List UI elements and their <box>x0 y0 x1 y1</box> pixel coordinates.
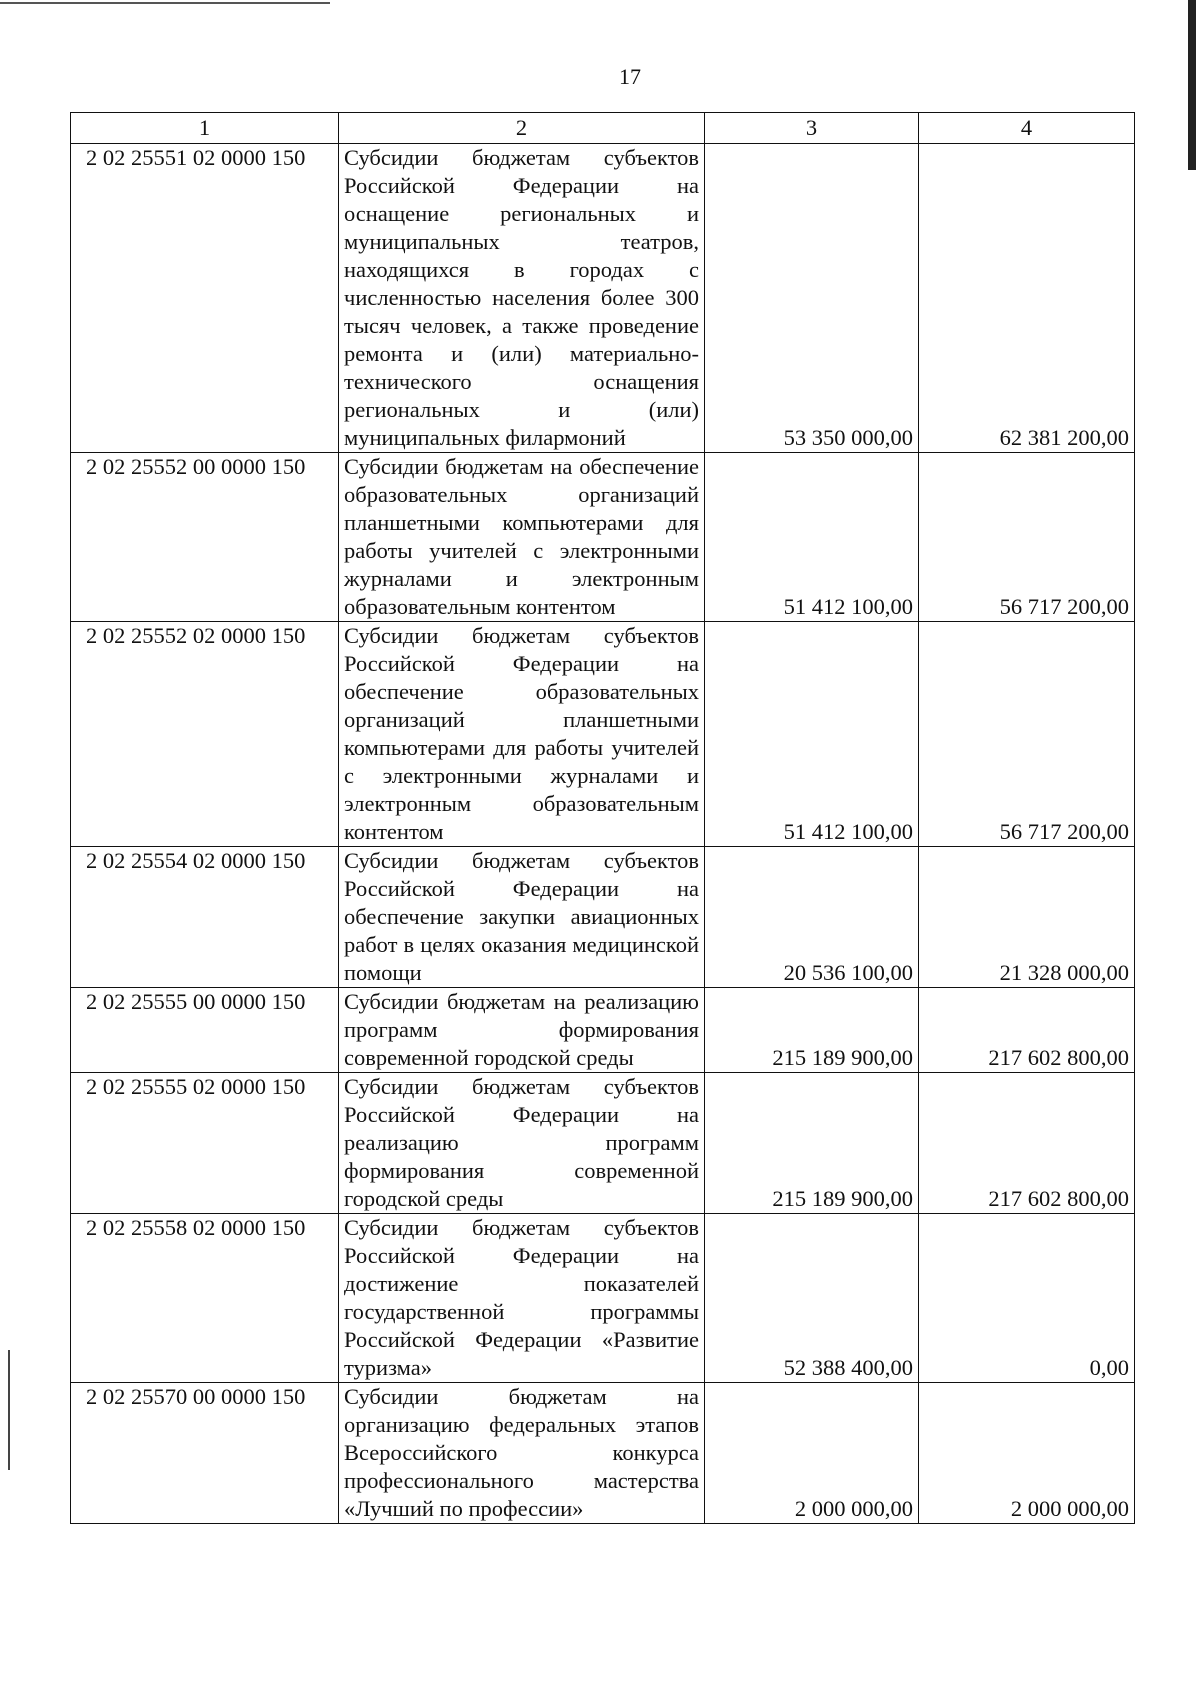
column-header: 4 <box>919 113 1135 144</box>
table-row <box>71 453 1135 622</box>
table-row <box>71 622 1135 847</box>
amount-column-4: 217 602 800,00 <box>919 988 1135 1073</box>
amount-column-3: 215 189 900,00 <box>705 1073 919 1214</box>
budget-description: Субсидии бюджетам на обеспечение образовательных организаций планшетными компьютерами для работы учителей с электронными журналами и электронным образовательным контентом <box>339 453 705 622</box>
amount-column-4: 62 381 200,00 <box>919 144 1135 453</box>
budget-code: 2 02 25554 02 0000 150 <box>71 847 339 988</box>
budget-code: 2 02 25551 02 0000 150 <box>71 144 339 453</box>
amount-column-4: 0,00 <box>919 1214 1135 1383</box>
budget-description: Субсидии бюджетам субъектов Российской Федерации на обеспечение закупки авиационных работ в целях оказания медицинской помощи <box>339 847 705 988</box>
amount-column-3: 51 412 100,00 <box>705 622 919 847</box>
amount-column-4: 2 000 000,00 <box>919 1383 1135 1524</box>
budget-description: Субсидии бюджетам субъектов Российской Федерации на оснащение региональных и муниципальных театров, находящихся в городах с численностью населения более 300 тысяч человек, а также проведение ремонта и (или) материально-технического оснащения региональных и (или) муниципальных филармоний <box>339 144 705 453</box>
amount-column-3: 53 350 000,00 <box>705 144 919 453</box>
budget-description: Субсидии бюджетам на реализацию программ формирования современной городской среды <box>339 988 705 1073</box>
table-row <box>71 988 1135 1073</box>
amount-column-4: 56 717 200,00 <box>919 453 1135 622</box>
table-row <box>71 1214 1135 1383</box>
table-row <box>71 847 1135 988</box>
column-header: 1 <box>71 113 339 144</box>
budget-description: Субсидии бюджетам на организацию федеральных этапов Всероссийского конкурса профессионального мастерства «Лучший по профессии» <box>339 1383 705 1524</box>
table-row <box>71 1383 1135 1524</box>
page-number: 17 <box>619 64 641 89</box>
column-header: 2 <box>339 113 705 144</box>
budget-table <box>70 112 1135 1524</box>
budget-code: 2 02 25555 00 0000 150 <box>71 988 339 1073</box>
budget-code: 2 02 25552 00 0000 150 <box>71 453 339 622</box>
budget-code: 2 02 25558 02 0000 150 <box>71 1214 339 1383</box>
scan-edge-mark <box>8 1350 10 1470</box>
amount-column-4: 21 328 000,00 <box>919 847 1135 988</box>
budget-code: 2 02 25555 02 0000 150 <box>71 1073 339 1214</box>
budget-description: Субсидии бюджетам субъектов Российской Федерации на реализацию программ формирования современной городской среды <box>339 1073 705 1214</box>
amount-column-4: 56 717 200,00 <box>919 622 1135 847</box>
table-header-row <box>71 113 1135 144</box>
amount-column-3: 20 536 100,00 <box>705 847 919 988</box>
budget-description: Субсидии бюджетам субъектов Российской Федерации на достижение показателей государственной программы Российской Федерации «Развитие туризма» <box>339 1214 705 1383</box>
budget-description: Субсидии бюджетам субъектов Российской Федерации на обеспечение образовательных организаций планшетными компьютерами для работы учителей с электронными журналами и электронным образовательным контентом <box>339 622 705 847</box>
table-row <box>71 1073 1135 1214</box>
amount-column-3: 52 388 400,00 <box>705 1214 919 1383</box>
budget-code: 2 02 25570 00 0000 150 <box>71 1383 339 1524</box>
budget-code: 2 02 25552 02 0000 150 <box>71 622 339 847</box>
amount-column-4: 217 602 800,00 <box>919 1073 1135 1214</box>
amount-column-3: 2 000 000,00 <box>705 1383 919 1524</box>
scan-edge-line <box>0 2 330 4</box>
table-row <box>71 144 1135 453</box>
amount-column-3: 215 189 900,00 <box>705 988 919 1073</box>
amount-column-3: 51 412 100,00 <box>705 453 919 622</box>
column-header: 3 <box>705 113 919 144</box>
